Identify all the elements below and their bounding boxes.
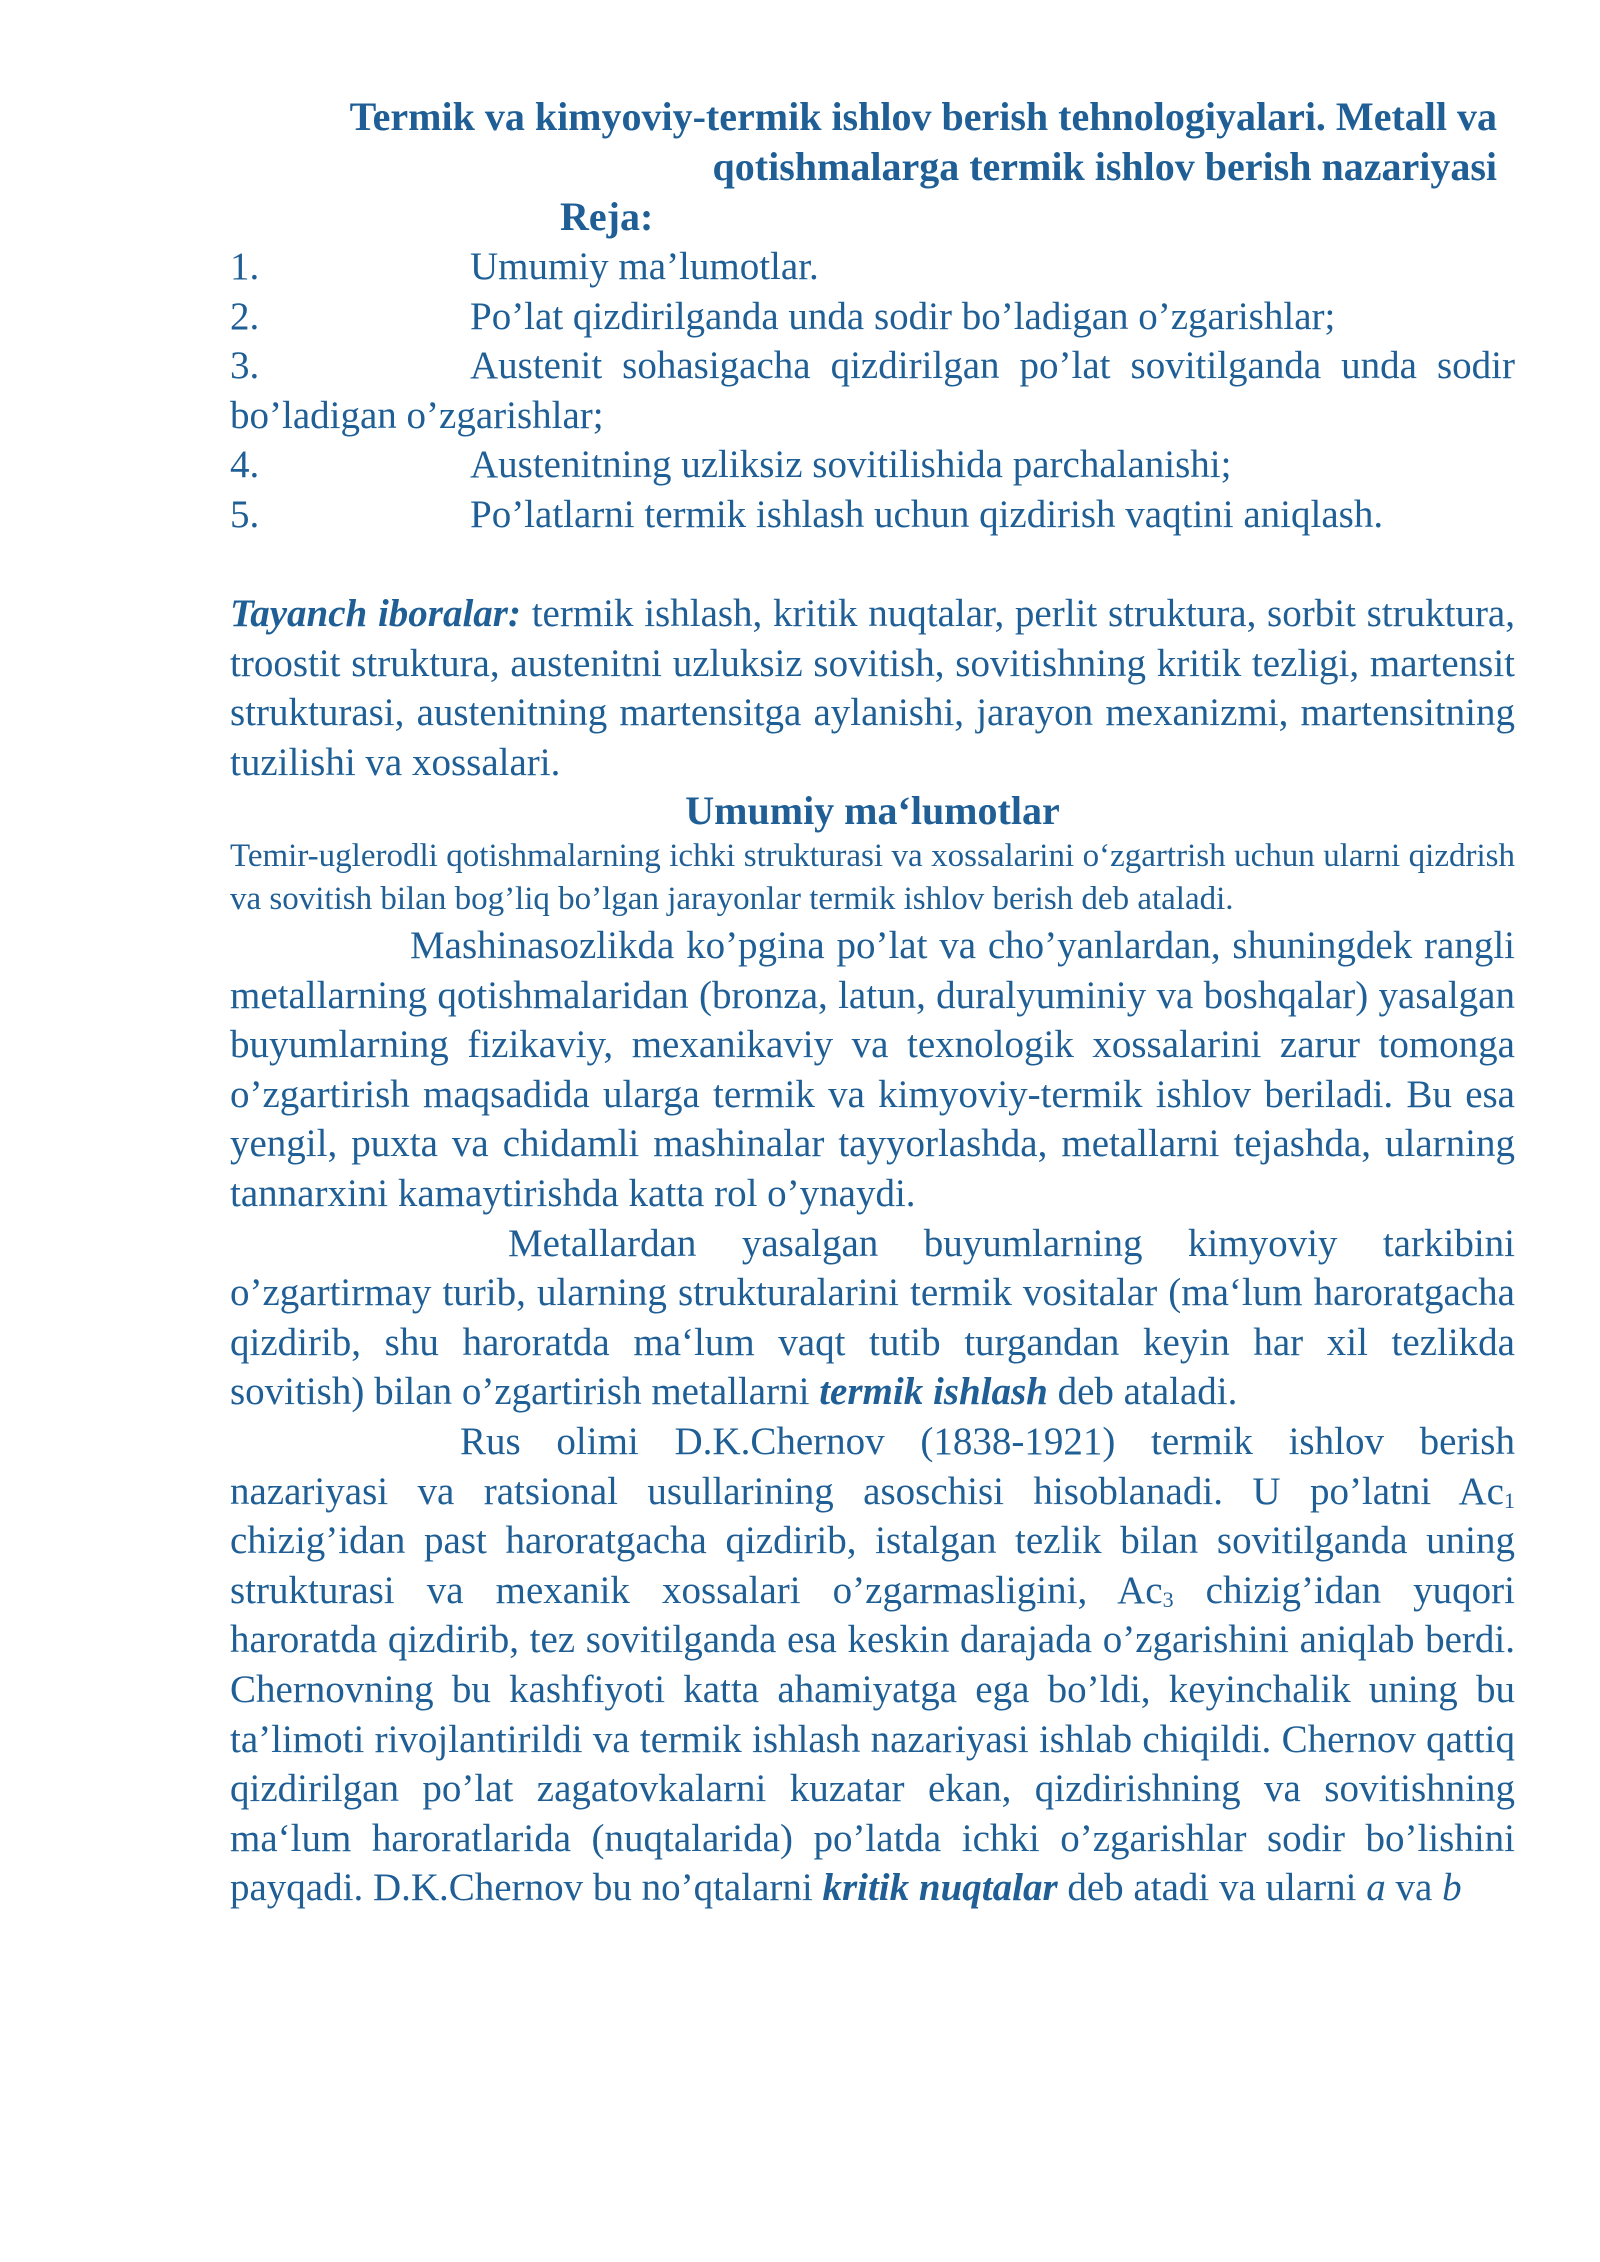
emphasis-term: termik ishlash bbox=[819, 1370, 1048, 1414]
body-paragraph-1: Mashinasozlikda ko’pgina po’lat va cho’yanlardan, shuningdek rangli metallarning qotishmalaridan (bronza, latun, duralyuminiy va boshqalar) yasalgan buyumlarning fizikaviy, mexanikaviy va texnologik xossalarini zarur tomonga o’zgartirish maqsadida ularga termik va kimyoviy-termik ishlov beriladi. Bu esa yengil, puxta va chidamli mashinalar tayyorlashda, metallarni tejashda, ularning tannarxini kamaytirishda katta rol o’ynaydi. bbox=[230, 924, 1515, 1215]
paragraph-text: Rus olimi D.K.Chernov (1838-1921) termik ishlov berish nazariyasi va ratsional usullarining asoschisi hisoblanadi. U po’latni Ac bbox=[230, 1419, 1515, 1513]
paragraph-text: chizig’idan past haroratgacha qizdirib, istalgan tezlik bilan sovitilganda uning strukturasi va mexanik xossalari o’zgarmasligini, Ac bbox=[230, 1519, 1515, 1612]
document-title bbox=[230, 92, 1515, 192]
paragraph-text: deb ataladi. bbox=[1047, 1370, 1238, 1414]
document-content bbox=[230, 92, 1515, 1913]
paragraph-text: chizig’idan yuqori haroratda qizdirib, tez sovitilganda esa keskin darajada o’zgarishini aniqlab berdi. Chernovning bu kashfiyoti katta ahamiyatga ega bo’ldi, keyinchalik uning bu ta’limoti rivojlantirildi va termik ishlash nazariyasi ishlab chiqildi. Chernov qattiq qizdirilgan po’lat zagatovkalarni kuzatar ekan, qizdirishning va sovitishning ma‘lum haroratlarida (nuqtalarida) po’latda ichki o’zgarishlar sodir bo’lishini payqadi. D.K.Chernov bu no’qtalarni bbox=[230, 1568, 1515, 1910]
keywords-paragraph bbox=[230, 589, 1515, 787]
plan-item-text: Umumiy ma’lumotlar. bbox=[470, 245, 819, 288]
emphasis-term: kritik nuqtalar bbox=[822, 1866, 1058, 1910]
subscript: 1 bbox=[1504, 1487, 1515, 1513]
body-paragraph-2 bbox=[230, 1219, 1515, 1417]
plan-item-text: Austenitning uzliksiz sovitilishida parchalanishi; bbox=[470, 443, 1232, 486]
plan-item bbox=[230, 341, 1515, 440]
paragraph-text: va bbox=[1385, 1866, 1443, 1910]
keywords-text: termik ishlash, kritik nuqtalar, perlit struktura, sorbit struktura, troostit struktura, austenitni uzluksiz sovitish, sovitishning kritik tezligi, martensit strukturasi, austenitning martensitga aylanishi, jarayon mexanizmi, martensitning tuzilishi va xossalari. bbox=[230, 592, 1515, 784]
plan-item bbox=[230, 440, 1515, 490]
body-paragraph-3 bbox=[230, 1417, 1515, 1913]
keywords-label: Tayanch iboralar: bbox=[230, 592, 521, 635]
plan-heading: Reja: bbox=[560, 194, 654, 239]
subscript: 3 bbox=[1162, 1586, 1174, 1612]
title-line-2: qotishmalarga termik ishlov berish nazariyasi bbox=[712, 144, 1497, 189]
plan-list bbox=[230, 242, 1515, 539]
plan-item-number: 1. bbox=[230, 245, 260, 288]
plan-item bbox=[230, 292, 1515, 342]
plan-item-text: Austenit sohasigacha qizdirilgan po’lat sovitilganda unda sodir bo’ladigan o’zgarishlar; bbox=[230, 344, 1515, 437]
italic-letter: b bbox=[1442, 1866, 1462, 1910]
plan-item-number: 4. bbox=[230, 443, 260, 486]
section-title: Umumiy ma‘lumotlar bbox=[685, 788, 1060, 833]
plan-item bbox=[230, 490, 1515, 540]
plan-item-number: 2. bbox=[230, 294, 260, 338]
plan-item-number: 3. bbox=[230, 344, 260, 387]
paragraph-text: Metallardan yasalgan buyumlarning kimyoviy tarkibini o’zgartirmay turib, ularning strukturalarini termik vositalar (ma‘lum haroratgacha qizdirib, shu haroratda ma‘lum vaqt tutib turgandan keyin har xil tezlikda sovitish) bilan o’zgartirish metallarni bbox=[230, 1221, 1515, 1414]
paragraph-text: deb atadi va ularni bbox=[1057, 1866, 1367, 1910]
plan-item-text: Po’latlarni termik ishlash uchun qizdirish vaqtini aniqlash. bbox=[470, 492, 1384, 536]
title-line-1: Termik va kimyoviy-termik ishlov berish tehnologiyalari. Metall va bbox=[349, 94, 1497, 139]
italic-letter: a bbox=[1366, 1866, 1386, 1910]
plan-item-text: Po’lat qizdirilganda unda sodir bo’ladigan o’zgarishlar; bbox=[470, 294, 1336, 338]
plan-item bbox=[230, 242, 1515, 292]
plan-item-number: 5. bbox=[230, 492, 260, 536]
intro-paragraph: Temir-uglerodli qotishmalarning ichki strukturasi va xossalarini o‘zgartrish uchun ularni qizdrish va sovitish bilan bog’liq bo’lgan jarayonlar termik ishlov berish deb ataladi. bbox=[230, 838, 1515, 917]
